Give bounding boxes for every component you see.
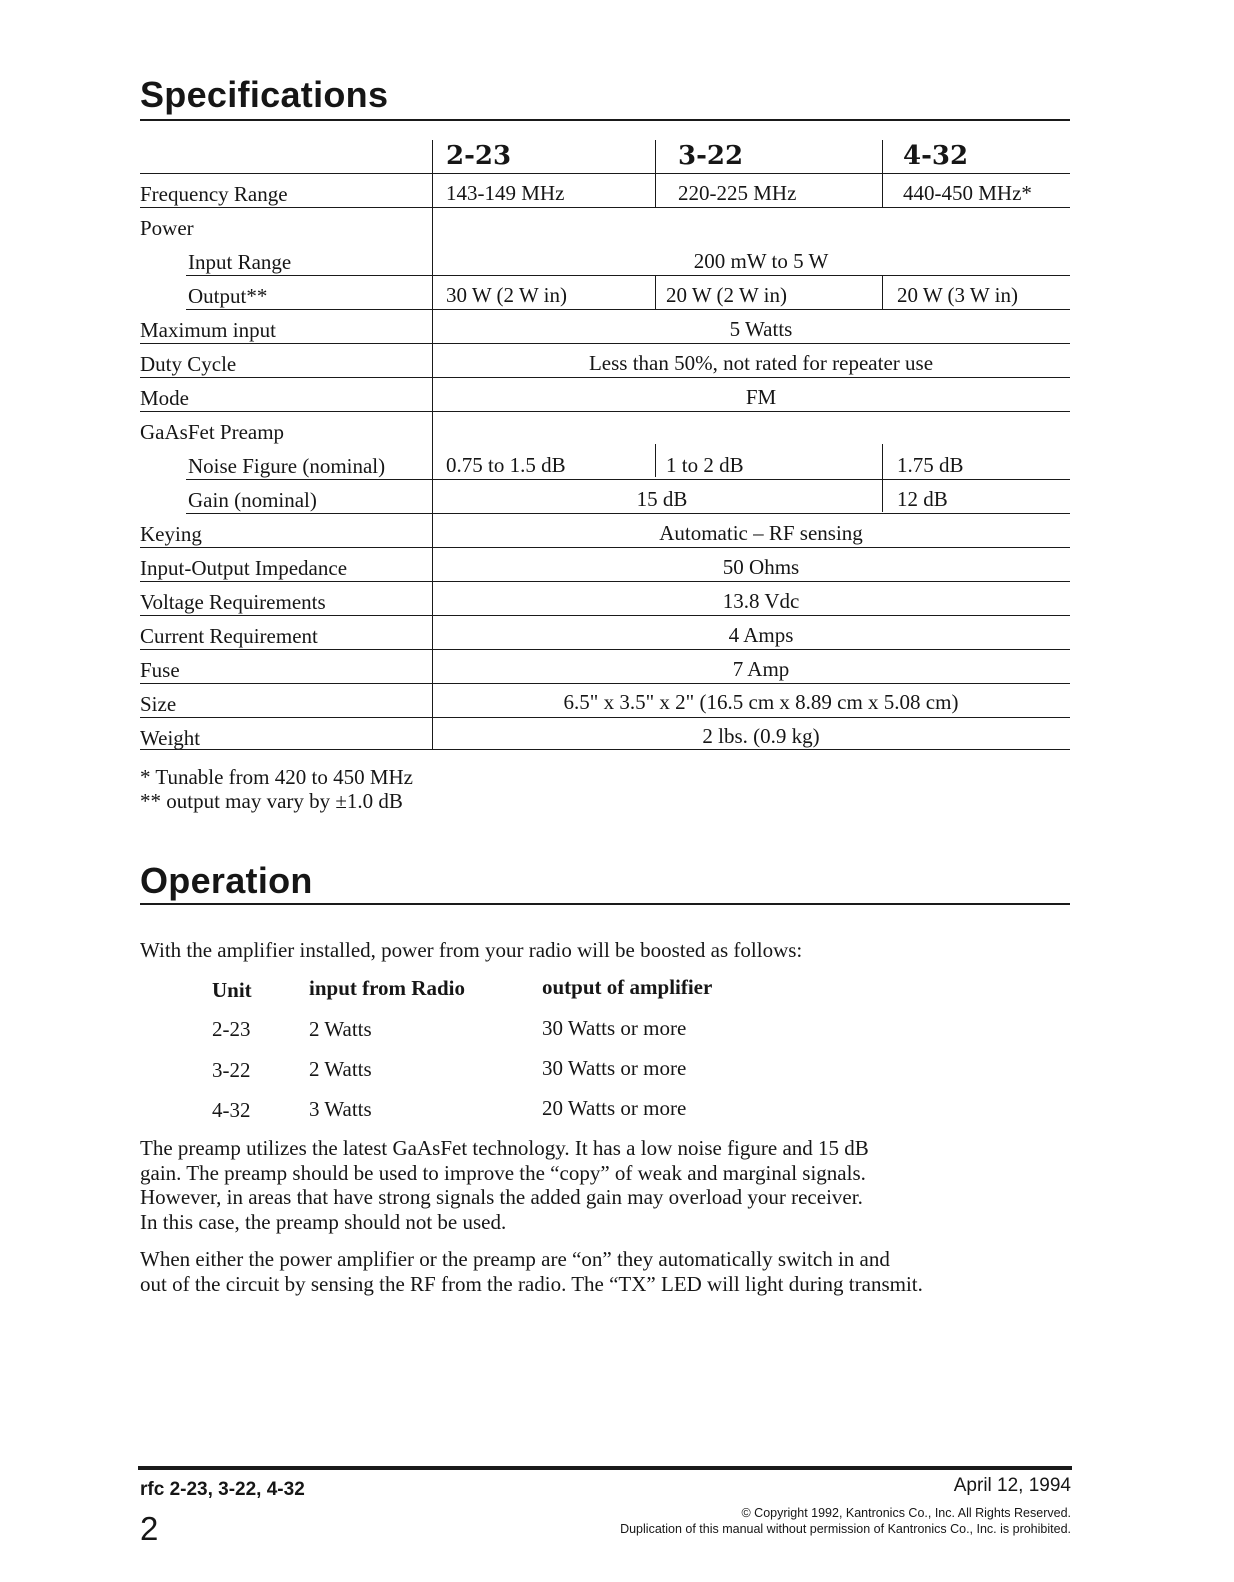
row-label-current: Current Requirement — [140, 624, 318, 648]
row-label-power: Power — [140, 216, 194, 240]
table-cell-output: 20 Watts or more — [542, 1096, 687, 1120]
operation-rule — [140, 903, 1070, 905]
footer-model: rfc 2-23, 3-22, 4-32 — [140, 1479, 305, 1500]
cell-noise-4-32: 1.75 dB — [897, 453, 964, 477]
column-header-2-23: 2-23 — [446, 141, 512, 171]
cell-frequency-2-23: 143-149 MHz — [446, 181, 565, 205]
cell-input-range: 200 mW to 5 W — [693, 249, 829, 273]
table-rule — [140, 173, 1070, 174]
cell-impedance: 50 Ohms — [722, 555, 800, 579]
column-header-4-32: 4-32 — [903, 141, 969, 171]
row-label-output: Output** — [188, 284, 268, 308]
row-label-weight: Weight — [140, 726, 201, 750]
table-cell-input: 3 Watts — [309, 1097, 372, 1121]
table-rule — [186, 479, 1070, 480]
cell-weight: 2 lbs. (0.9 kg) — [702, 724, 820, 748]
cell-noise-2-23: 0.75 to 1.5 dB — [446, 453, 566, 477]
row-label-mode: Mode — [140, 386, 189, 410]
table-rule — [140, 615, 1070, 616]
row-label-duty-cycle: Duty Cycle — [140, 352, 237, 376]
table-rule — [140, 547, 1070, 548]
specifications-heading: Specifications — [140, 74, 389, 115]
cell-output-2-23: 30 W (2 W in) — [446, 283, 567, 307]
table-rule — [140, 207, 1070, 208]
table-column-divider — [432, 140, 433, 750]
footer-rule — [138, 1466, 1072, 1470]
footnote-tunable: * Tunable from 420 to 450 MHz — [140, 765, 413, 789]
table-column-divider — [655, 140, 656, 208]
table-column-divider — [882, 140, 883, 208]
table-cell-input: 2 Watts — [309, 1057, 372, 1081]
table-rule — [186, 309, 1070, 310]
row-label-gain: Gain (nominal) — [188, 488, 317, 512]
operation-intro: With the amplifier installed, power from your radio will be boosted as follows: — [140, 938, 803, 962]
table-cell-input: 2 Watts — [309, 1017, 372, 1041]
table-rule — [140, 343, 1070, 344]
row-label-noise-figure: Noise Figure (nominal) — [188, 454, 386, 478]
table-rule — [140, 377, 1070, 378]
table-rule — [140, 411, 1070, 412]
table-cell-unit: 4-32 — [212, 1098, 251, 1122]
footer-date: April 12, 1994 — [953, 1475, 1071, 1496]
row-label-size: Size — [140, 692, 177, 716]
operation-heading: Operation — [140, 860, 313, 901]
row-label-gaasfet-preamp: GaAsFet Preamp — [140, 420, 285, 444]
cell-duty-cycle: Less than 50%, not rated for repeater use — [588, 351, 934, 375]
cell-current: 4 Amps — [728, 623, 794, 647]
table-column-divider — [882, 276, 883, 309]
footer-duplication-notice: Duplication of this manual without permission of Kantronics Co., Inc. is prohibited. — [620, 1522, 1071, 1536]
table-column-divider — [882, 444, 883, 512]
row-label-voltage: Voltage Requirements — [140, 590, 326, 614]
paragraph-line: In this case, the preamp should not be used. — [140, 1209, 507, 1234]
cell-size: 6.5" x 3.5" x 2" (16.5 cm x 8.89 cm x 5.08 cm) — [563, 690, 959, 714]
row-label-impedance: Input-Output Impedance — [140, 556, 348, 580]
footnote-output-variance: ** output may vary by ±1.0 dB — [140, 789, 403, 813]
table-cell-unit: 2-23 — [212, 1017, 251, 1041]
paragraph-line: gain. The preamp should be used to improve the “copy” of weak and marginal signals. — [140, 1160, 866, 1185]
row-label-input-range: Input Range — [188, 250, 292, 274]
column-header-3-22: 3-22 — [678, 141, 744, 171]
header-input-from-radio: input from Radio — [309, 976, 465, 1000]
paragraph-line: The preamp utilizes the latest GaAsFet technology. It has a low noise figure and 15 dB — [140, 1136, 869, 1160]
table-column-divider — [655, 444, 656, 477]
cell-frequency-3-22: 220-225 MHz — [678, 181, 797, 205]
table-rule — [140, 581, 1070, 582]
cell-mode: FM — [745, 385, 777, 409]
table-column-divider — [655, 276, 656, 309]
table-cell-unit: 3-22 — [212, 1058, 251, 1082]
preamp-paragraph — [140, 1136, 1080, 1234]
specifications-rule — [140, 119, 1070, 121]
cell-maximum-input: 5 Watts — [729, 317, 793, 341]
row-label-keying: Keying — [140, 522, 202, 546]
header-unit: Unit — [212, 978, 252, 1002]
cell-gain-4-32: 12 dB — [897, 487, 948, 511]
table-rule — [186, 275, 1070, 276]
cell-noise-3-22: 1 to 2 dB — [666, 453, 744, 477]
table-rule — [186, 513, 1070, 514]
cell-keying: Automatic – RF sensing — [659, 521, 863, 545]
footer-copyright: © Copyright 1992, Kantronics Co., Inc. All Rights Reserved. — [741, 1506, 1071, 1520]
paragraph-line: out of the circuit by sensing the RF from the radio. The “TX” LED will light during transmit. — [140, 1271, 923, 1296]
cell-output-4-32: 20 W (3 W in) — [897, 283, 1018, 307]
paragraph-line: However, in areas that have strong signals the added gain may overload your receiver. — [140, 1185, 863, 1209]
table-cell-output: 30 Watts or more — [542, 1016, 687, 1040]
row-label-fuse: Fuse — [140, 658, 180, 682]
cell-voltage: 13.8 Vdc — [722, 589, 800, 613]
page-number: 2 — [140, 1510, 159, 1547]
cell-fuse: 7 Amp — [732, 657, 790, 681]
table-rule — [140, 649, 1070, 650]
table-rule — [140, 717, 1070, 718]
row-label-frequency-range: Frequency Range — [140, 182, 288, 206]
switching-paragraph — [140, 1247, 1080, 1296]
table-rule — [140, 683, 1070, 684]
paragraph-line: When either the power amplifier or the preamp are “on” they automatically switch in and — [140, 1247, 890, 1271]
table-cell-output: 30 Watts or more — [542, 1056, 687, 1080]
cell-frequency-4-32: 440-450 MHz* — [903, 181, 1032, 205]
row-label-maximum-input: Maximum input — [140, 318, 276, 342]
header-output-of-amplifier: output of amplifier — [542, 975, 713, 999]
cell-output-3-22: 20 W (2 W in) — [666, 283, 787, 307]
table-rule — [140, 749, 1070, 750]
cell-gain-2-23-3-22: 15 dB — [636, 487, 688, 511]
